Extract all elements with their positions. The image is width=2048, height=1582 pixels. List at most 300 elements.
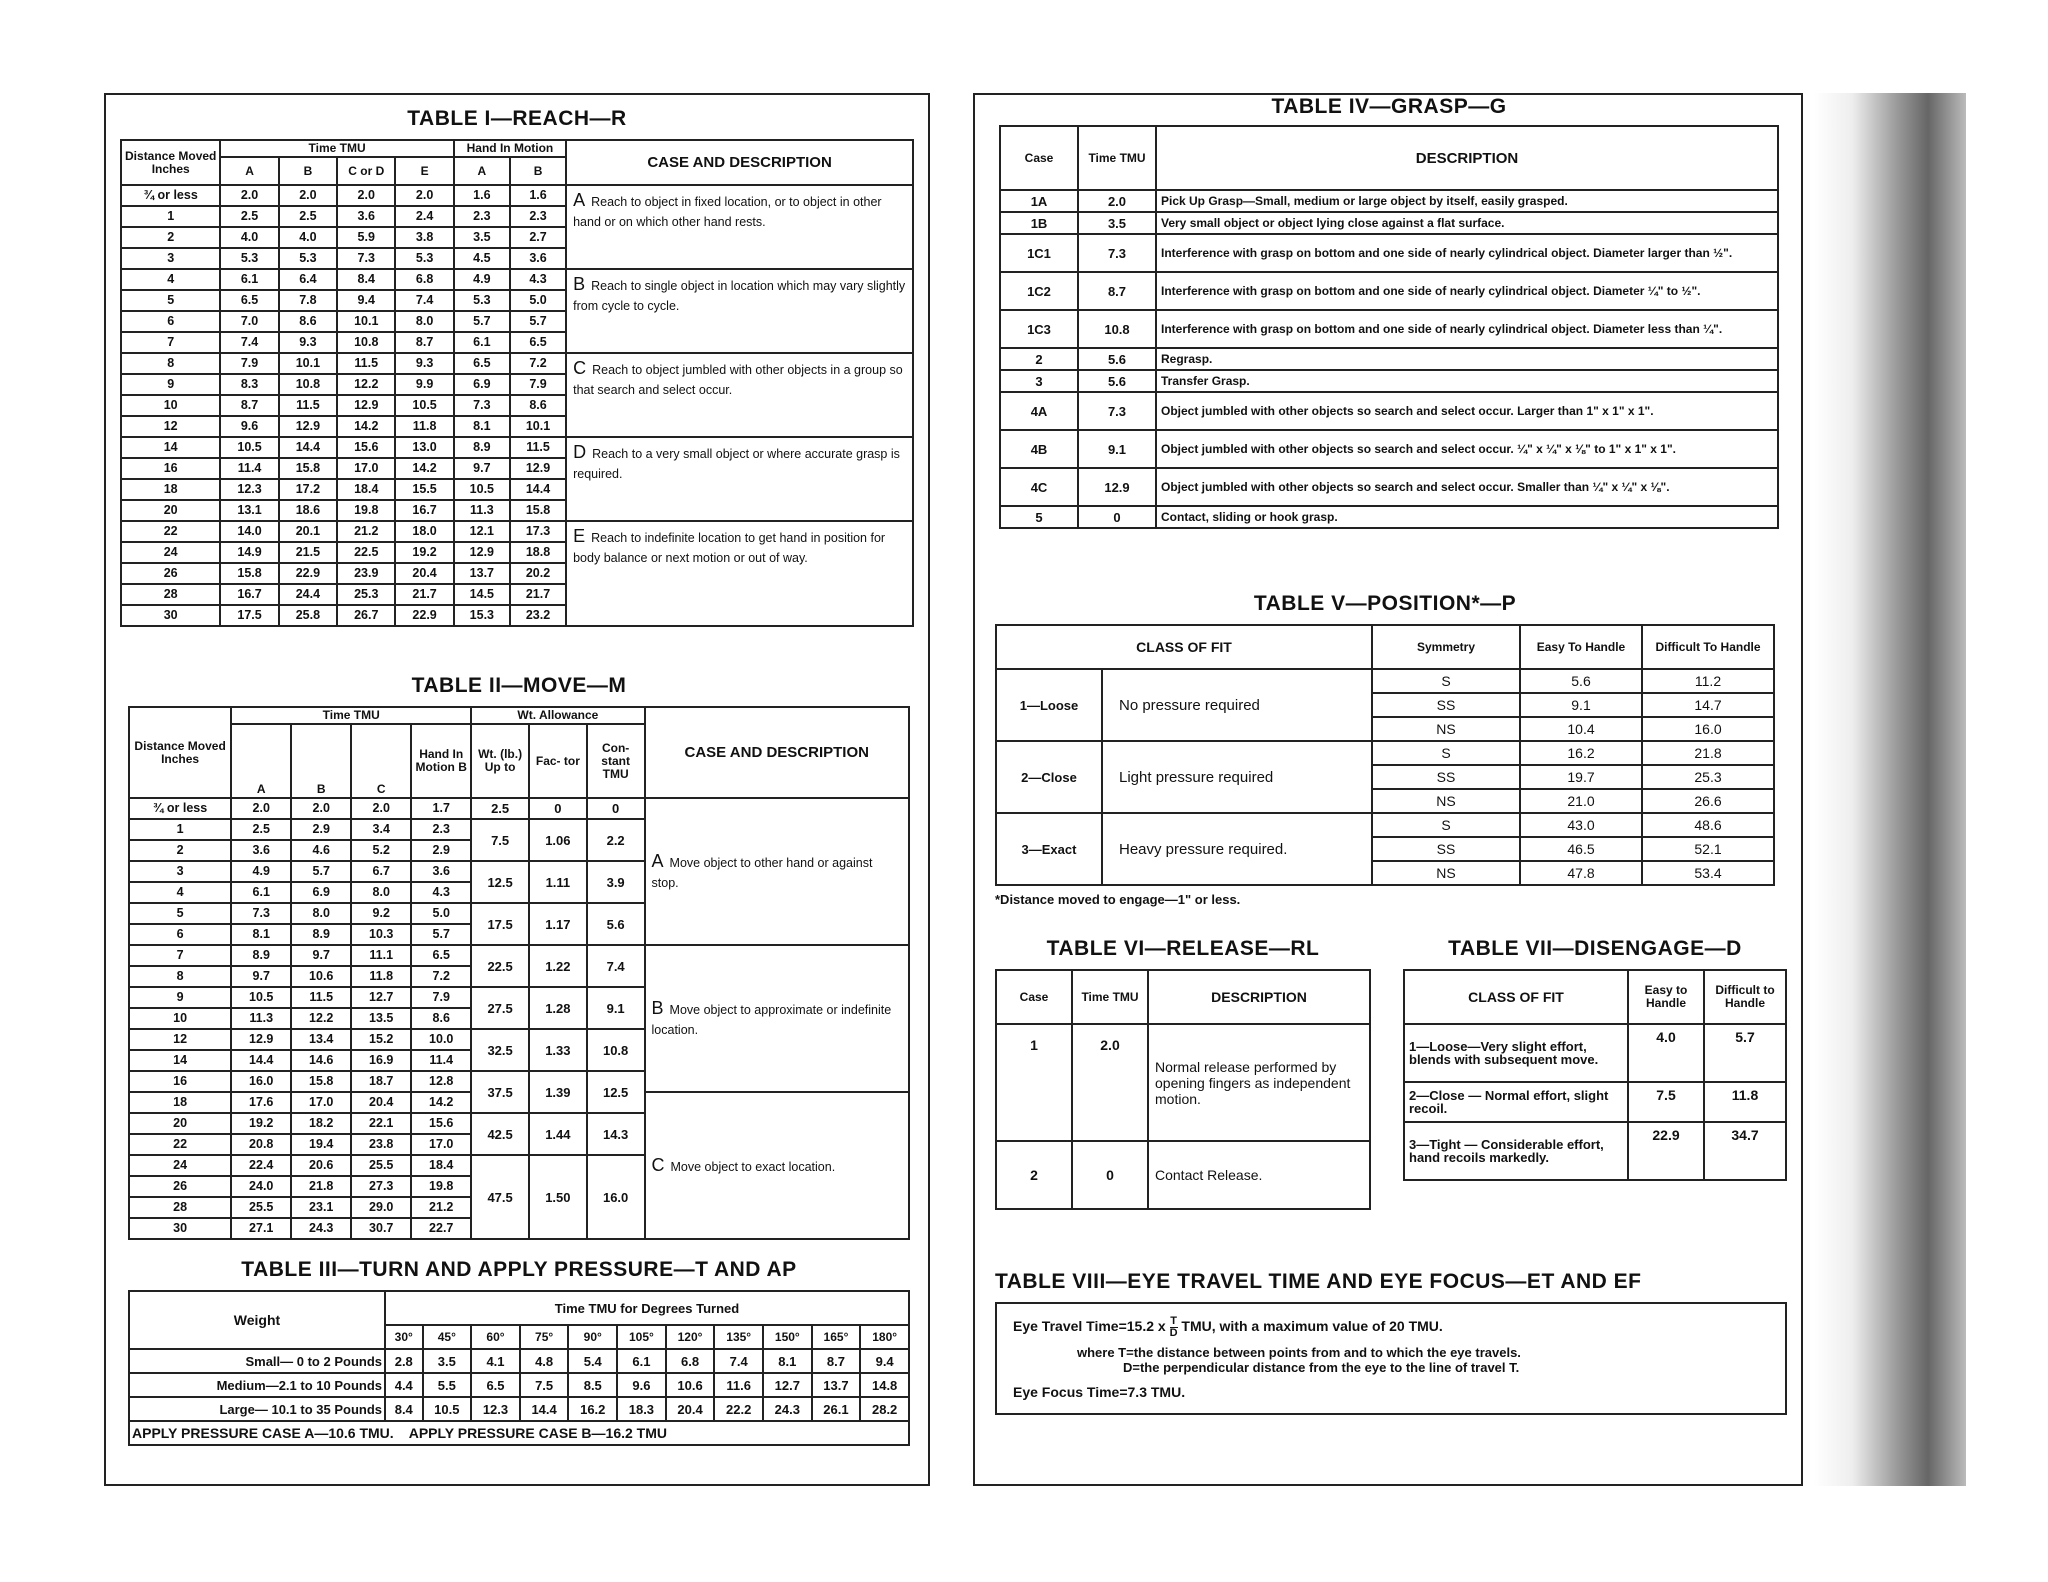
cell-value: 8.5 xyxy=(568,1373,617,1397)
cell-distance: 4 xyxy=(129,882,231,903)
cell-symmetry: NS xyxy=(1372,861,1520,885)
col-time: Time TMU xyxy=(1078,126,1156,190)
page-edge-shadow xyxy=(1814,93,1966,1486)
cell-value: 20.4 xyxy=(351,1092,411,1113)
cell-value: 8.1 xyxy=(763,1349,812,1373)
table-row xyxy=(1000,310,1778,348)
cell-fit-description: Light pressure required xyxy=(1102,741,1372,813)
cell-distance: 3 xyxy=(121,248,220,269)
cell-value: 19.2 xyxy=(231,1113,291,1134)
table-row xyxy=(1000,190,1778,212)
col-degree: 30° xyxy=(385,1325,423,1349)
cell-value: 10.5 xyxy=(231,987,291,1008)
cell-value: 18.4 xyxy=(411,1155,471,1176)
cell-value: 10.4 xyxy=(1520,717,1642,741)
cell-value: 5.7 xyxy=(510,311,566,332)
cell-weight: 47.5 xyxy=(471,1155,529,1239)
cell-value: 11.5 xyxy=(510,437,566,458)
cell-distance: 8 xyxy=(121,353,220,374)
cell-value: 11.1 xyxy=(351,945,411,966)
cell-value: 14.5 xyxy=(454,584,510,605)
cell-value: 25.5 xyxy=(351,1155,411,1176)
eye-focus-time: Eye Focus Time=7.3 TMU. xyxy=(1013,1384,1186,1400)
cell-value: 3.6 xyxy=(231,840,291,861)
cell-description: Interference with grasp on bottom and one side of nearly cylindrical object. Diameter ¼" to ½". xyxy=(1156,272,1778,310)
cell-value: 18.7 xyxy=(351,1071,411,1092)
cell-class: 3—Tight — Considerable effort, hand recoils markedly. xyxy=(1404,1122,1628,1180)
cell-value: 15.8 xyxy=(510,500,566,521)
table-row xyxy=(996,1024,1370,1141)
cell-distance: 2 xyxy=(129,840,231,861)
cell-value: 14.8 xyxy=(860,1373,909,1397)
cell-value: 10.1 xyxy=(337,311,395,332)
cell-time: 9.1 xyxy=(1078,430,1156,468)
cell-value: 23.1 xyxy=(291,1197,351,1218)
cell-value: 30.7 xyxy=(351,1218,411,1239)
col-b: B xyxy=(279,157,337,185)
cell-value: 18.6 xyxy=(279,500,337,521)
cell-value: 24.3 xyxy=(291,1218,351,1239)
case-description xyxy=(566,269,913,353)
cell-value: 10.3 xyxy=(351,924,411,945)
cell-value: 24.0 xyxy=(231,1176,291,1197)
cell-value: 43.0 xyxy=(1520,813,1642,837)
cell-value: 15.8 xyxy=(291,1071,351,1092)
case-letter: A xyxy=(573,190,586,210)
cell-value: 21.2 xyxy=(337,521,395,542)
cell-value: 12.3 xyxy=(220,479,278,500)
cell-value: 8.9 xyxy=(291,924,351,945)
cell-value: 5.7 xyxy=(411,924,471,945)
cell-class: 3—Exact xyxy=(996,813,1102,885)
cell-value: 16.2 xyxy=(1520,741,1642,765)
table-row xyxy=(1000,212,1778,234)
cell-value: 16.7 xyxy=(220,584,278,605)
cell-weight: 9.1 xyxy=(587,987,645,1029)
cell-value: 24.4 xyxy=(279,584,337,605)
case-text: Reach to object in fixed location, or to object in other hand or on which other hand rests. xyxy=(573,195,882,229)
cell-weight: 27.5 xyxy=(471,987,529,1029)
eye-travel-box xyxy=(995,1302,1787,1415)
cell-weight: 0 xyxy=(529,798,587,819)
cell-value: 8.1 xyxy=(454,416,510,437)
cell-case: 1C2 xyxy=(1000,272,1078,310)
cell-value: 10.1 xyxy=(510,416,566,437)
cell-value: 22.1 xyxy=(351,1113,411,1134)
cell-value: 13.5 xyxy=(351,1008,411,1029)
cell-value: 14.0 xyxy=(220,521,278,542)
cell-value: 4.1 xyxy=(471,1349,520,1373)
cell-time: 5.6 xyxy=(1078,348,1156,370)
cell-distance: ¾ or less xyxy=(121,185,220,206)
col-easy: Easy to Handle xyxy=(1628,970,1704,1024)
cell-value: 12.9 xyxy=(231,1029,291,1050)
cell-value: 6.1 xyxy=(220,269,278,290)
case-letter: B xyxy=(651,997,664,1018)
case-description xyxy=(566,185,913,269)
cell-value: 2.4 xyxy=(395,206,453,227)
cell-class: 1—Loose—Very slight effort, blends with subsequent move. xyxy=(1404,1024,1628,1082)
cell-value: 48.6 xyxy=(1642,813,1774,837)
cell-value: 8.6 xyxy=(279,311,337,332)
cell-value: 5.5 xyxy=(423,1373,472,1397)
weight-label: Large— 10.1 to 35 Pounds xyxy=(129,1397,385,1421)
cell-symmetry: NS xyxy=(1372,717,1520,741)
case-text: Move object to approximate or indefinite location. xyxy=(651,1002,892,1037)
col-difficult: Difficult to Handle xyxy=(1704,970,1786,1024)
case-text: Move object to exact location. xyxy=(670,1159,836,1174)
col-hand-a: A xyxy=(454,157,510,185)
col-easy: Easy To Handle xyxy=(1520,625,1642,669)
cell-value: 9.9 xyxy=(395,374,453,395)
cell-distance: 9 xyxy=(121,374,220,395)
cell-value: 7.3 xyxy=(454,395,510,416)
cell-value: 14.4 xyxy=(231,1050,291,1071)
cell-value: 1.6 xyxy=(454,185,510,206)
table-row xyxy=(1000,370,1778,392)
cell-value: 20.4 xyxy=(666,1397,715,1421)
cell-value: 25.5 xyxy=(231,1197,291,1218)
cell-value: 18.2 xyxy=(291,1113,351,1134)
cell-value: 3.6 xyxy=(510,248,566,269)
cell-value: 10.5 xyxy=(220,437,278,458)
cell-value: 11.5 xyxy=(337,353,395,374)
cell-value: 7.5 xyxy=(1628,1082,1704,1122)
case-letter: D xyxy=(573,442,587,462)
table-row xyxy=(121,437,913,458)
cell-distance: 26 xyxy=(129,1176,231,1197)
cell-value: 12.9 xyxy=(279,416,337,437)
cell-value: 14.4 xyxy=(510,479,566,500)
cell-value: 8.6 xyxy=(510,395,566,416)
cell-case: 1C1 xyxy=(1000,234,1078,272)
cell-value: 4.9 xyxy=(231,861,291,882)
cell-symmetry: NS xyxy=(1372,789,1520,813)
cell-description: Object jumbled with other objects so search and select occur. Larger than 1" x 1" x 1". xyxy=(1156,392,1778,430)
cell-value: 12.7 xyxy=(763,1373,812,1397)
cell-value: 10.1 xyxy=(279,353,337,374)
cell-value: 11.3 xyxy=(231,1008,291,1029)
cell-value: 9.7 xyxy=(231,966,291,987)
case-letter: E xyxy=(573,526,586,546)
cell-distance: 7 xyxy=(129,945,231,966)
cell-value: 2.3 xyxy=(454,206,510,227)
cell-value: 11.4 xyxy=(411,1050,471,1071)
col-degree: 75° xyxy=(520,1325,569,1349)
cell-value: 4.0 xyxy=(1628,1024,1704,1082)
table-row xyxy=(1000,234,1778,272)
cell-weight: 32.5 xyxy=(471,1029,529,1071)
cell-distance: 10 xyxy=(129,1008,231,1029)
cell-value: 2.0 xyxy=(337,185,395,206)
table-grasp xyxy=(999,95,1779,529)
cell-value: 2.5 xyxy=(279,206,337,227)
cell-weight: 12.5 xyxy=(587,1071,645,1113)
col-difficult: Difficult To Handle xyxy=(1642,625,1774,669)
table-row xyxy=(1000,506,1778,528)
cell-value: 2.0 xyxy=(231,798,291,819)
cell-time: 7.3 xyxy=(1078,392,1156,430)
cell-value: 27.1 xyxy=(231,1218,291,1239)
where-d: D=the perpendicular distance from the eye to the line of travel T. xyxy=(1123,1360,1520,1375)
cell-case: 2 xyxy=(996,1141,1072,1209)
cell-value: 7.5 xyxy=(520,1373,569,1397)
col-degree: 165° xyxy=(812,1325,861,1349)
table-row xyxy=(129,1373,909,1397)
cell-value: 9.4 xyxy=(337,290,395,311)
cell-case: 5 xyxy=(1000,506,1078,528)
cell-distance: 3 xyxy=(129,861,231,882)
col-case: Case xyxy=(1000,126,1078,190)
cell-value: 8.7 xyxy=(220,395,278,416)
cell-value: 23.9 xyxy=(337,563,395,584)
cell-description: Interference with grasp on bottom and one side of nearly cylindrical object. Diameter less than ¼". xyxy=(1156,310,1778,348)
cell-value: 7.8 xyxy=(279,290,337,311)
cell-value: 10.8 xyxy=(279,374,337,395)
cell-value: 4.4 xyxy=(385,1373,423,1397)
cell-value: 10.5 xyxy=(395,395,453,416)
cell-value: 10.6 xyxy=(291,966,351,987)
where-t: where T=the distance between points from and to which the eye travels. xyxy=(1077,1345,1521,1360)
table-row xyxy=(121,353,913,374)
cell-description: Normal release performed by opening fingers as independent motion. xyxy=(1148,1024,1370,1141)
cell-distance: 8 xyxy=(129,966,231,987)
cell-value: 17.0 xyxy=(291,1092,351,1113)
case-text: Reach to object jumbled with other objects in a group so that search and select occur. xyxy=(573,363,903,397)
cell-value: 5.3 xyxy=(454,290,510,311)
cell-distance: 6 xyxy=(121,311,220,332)
case-description xyxy=(645,945,909,1092)
cell-value: 23.8 xyxy=(351,1134,411,1155)
cell-value: 5.7 xyxy=(1704,1024,1786,1082)
cell-value: 3.6 xyxy=(411,861,471,882)
cell-value: 9.6 xyxy=(220,416,278,437)
cell-value: 8.7 xyxy=(395,332,453,353)
cell-case: 3 xyxy=(1000,370,1078,392)
cell-value: 5.9 xyxy=(337,227,395,248)
case-text: Reach to a very small object or where accurate grasp is required. xyxy=(573,447,900,481)
weight-label: Medium—2.1 to 10 Pounds xyxy=(129,1373,385,1397)
cell-distance: 20 xyxy=(121,500,220,521)
cell-value: 5.6 xyxy=(1520,669,1642,693)
cell-value: 4.8 xyxy=(520,1349,569,1373)
cell-case: 4C xyxy=(1000,468,1078,506)
col-hand-in-motion: Hand In Motion xyxy=(454,140,566,157)
col-distance: Distance Moved Inches xyxy=(129,707,231,798)
table-move xyxy=(128,674,910,1240)
cell-distance: 22 xyxy=(129,1134,231,1155)
cell-value: 8.4 xyxy=(385,1397,423,1421)
cell-value: 9.1 xyxy=(1520,693,1642,717)
cell-value: 14.7 xyxy=(1642,693,1774,717)
cell-value: 19.2 xyxy=(395,542,453,563)
cell-value: 17.0 xyxy=(411,1134,471,1155)
cell-value: 19.8 xyxy=(337,500,395,521)
cell-value: 22.7 xyxy=(411,1218,471,1239)
case-description xyxy=(566,437,913,521)
cell-value: 12.9 xyxy=(337,395,395,416)
cell-value: 12.1 xyxy=(454,521,510,542)
case-text: Move object to other hand or against stop. xyxy=(651,855,873,890)
cell-value: 10.8 xyxy=(337,332,395,353)
cell-time: 12.9 xyxy=(1078,468,1156,506)
cell-value: 5.4 xyxy=(568,1349,617,1373)
cell-value: 6.4 xyxy=(279,269,337,290)
cell-case: 4B xyxy=(1000,430,1078,468)
case-description xyxy=(645,1092,909,1239)
table-release-title: TABLE VI—RELEASE—RL xyxy=(1046,937,1320,960)
cell-distance: 5 xyxy=(121,290,220,311)
table-row xyxy=(1000,392,1778,430)
right-page xyxy=(973,93,1803,1486)
cell-value: 6.7 xyxy=(351,861,411,882)
col-time-degrees: Time TMU for Degrees Turned xyxy=(385,1291,909,1325)
cell-value: 22.9 xyxy=(395,605,453,626)
cell-value: 14.4 xyxy=(279,437,337,458)
cell-value: 10.6 xyxy=(666,1373,715,1397)
cell-case: 1A xyxy=(1000,190,1078,212)
cell-distance: 30 xyxy=(129,1218,231,1239)
cell-distance: 12 xyxy=(129,1029,231,1050)
table-release-grid xyxy=(995,969,1371,1210)
cell-value: 16.0 xyxy=(231,1071,291,1092)
case-description xyxy=(645,798,909,945)
case-text: Reach to single object in location which may vary slightly from cycle to cycle. xyxy=(573,279,906,313)
table-row xyxy=(129,798,909,819)
col-degree: 180° xyxy=(860,1325,909,1349)
cell-distance: 18 xyxy=(121,479,220,500)
cell-fit-description: Heavy pressure required. xyxy=(1102,813,1372,885)
cell-value: 17.0 xyxy=(337,458,395,479)
cell-time: 2.0 xyxy=(1072,1024,1148,1141)
fraction xyxy=(1170,1316,1178,1339)
cell-class: 1—Loose xyxy=(996,669,1102,741)
cell-value: 11.4 xyxy=(220,458,278,479)
table-eye-travel-title: TABLE VIII—EYE TRAVEL TIME AND EYE FOCUS—ET AND EF xyxy=(995,1270,1642,1293)
cell-symmetry: S xyxy=(1372,669,1520,693)
cell-value: 6.5 xyxy=(471,1373,520,1397)
cell-value: 25.8 xyxy=(279,605,337,626)
cell-value: 8.0 xyxy=(351,882,411,903)
table-move-grid xyxy=(128,706,910,1240)
cell-value: 10.0 xyxy=(411,1029,471,1050)
cell-distance: 18 xyxy=(129,1092,231,1113)
cell-value: 11.8 xyxy=(395,416,453,437)
cell-description: Transfer Grasp. xyxy=(1156,370,1778,392)
cell-value: 25.3 xyxy=(337,584,395,605)
cell-distance: 16 xyxy=(129,1071,231,1092)
table-row xyxy=(129,945,909,966)
col-wt-lb: Wt. (lb.) Up to xyxy=(471,724,529,798)
cell-fit-description: No pressure required xyxy=(1102,669,1372,741)
cell-value: 6.5 xyxy=(510,332,566,353)
table-reach-title: TABLE I—REACH—R xyxy=(407,107,627,130)
cell-distance: 28 xyxy=(129,1197,231,1218)
col-time-tmu: Time TMU xyxy=(220,140,453,157)
cell-value: 5.3 xyxy=(279,248,337,269)
cell-description: Contact, sliding or hook grasp. xyxy=(1156,506,1778,528)
cell-value: 6.1 xyxy=(617,1349,666,1373)
case-description xyxy=(566,521,913,626)
cell-distance: ¾ or less xyxy=(129,798,231,819)
cell-value: 25.3 xyxy=(1642,765,1774,789)
table-row xyxy=(1404,1024,1786,1082)
cell-value: 3.5 xyxy=(423,1349,472,1373)
cell-value: 27.3 xyxy=(351,1176,411,1197)
col-description: DESCRIPTION xyxy=(1148,970,1370,1024)
col-factor: Fac- tor xyxy=(529,724,587,798)
cell-value: 20.6 xyxy=(291,1155,351,1176)
cell-value: 15.2 xyxy=(351,1029,411,1050)
cell-value: 14.2 xyxy=(411,1092,471,1113)
cell-value: 11.2 xyxy=(1642,669,1774,693)
col-hand-b: B xyxy=(510,157,566,185)
cell-value: 13.1 xyxy=(220,500,278,521)
cell-case: 1B xyxy=(1000,212,1078,234)
cell-weight: 7.5 xyxy=(471,819,529,861)
table-turn-grid xyxy=(128,1290,910,1446)
cell-value: 6.1 xyxy=(231,882,291,903)
cell-weight: 14.3 xyxy=(587,1113,645,1155)
table-row xyxy=(996,1141,1370,1209)
cell-value: 34.7 xyxy=(1704,1122,1786,1180)
cell-description: Interference with grasp on bottom and one side of nearly cylindrical object. Diameter larger than ½". xyxy=(1156,234,1778,272)
cell-value: 26.1 xyxy=(812,1397,861,1421)
cell-value: 13.7 xyxy=(812,1373,861,1397)
cell-value: 28.2 xyxy=(860,1397,909,1421)
cell-weight: 2.2 xyxy=(587,819,645,861)
cell-value: 16.2 xyxy=(568,1397,617,1421)
cell-value: 4.0 xyxy=(220,227,278,248)
cell-value: 15.8 xyxy=(279,458,337,479)
cell-value: 12.9 xyxy=(454,542,510,563)
col-degree: 150° xyxy=(763,1325,812,1349)
cell-value: 5.7 xyxy=(454,311,510,332)
cell-distance: 5 xyxy=(129,903,231,924)
cell-value: 8.9 xyxy=(454,437,510,458)
cell-distance: 10 xyxy=(121,395,220,416)
col-degree: 90° xyxy=(568,1325,617,1349)
cell-distance: 9 xyxy=(129,987,231,1008)
cell-value: 22.2 xyxy=(714,1397,763,1421)
col-case-description: CASE AND DESCRIPTION xyxy=(645,707,909,798)
cell-description: Very small object or object lying close against a flat surface. xyxy=(1156,212,1778,234)
cell-value: 18.4 xyxy=(337,479,395,500)
cell-value: 2.0 xyxy=(220,185,278,206)
cell-value: 12.3 xyxy=(471,1397,520,1421)
cell-time: 7.3 xyxy=(1078,234,1156,272)
cell-value: 7.3 xyxy=(231,903,291,924)
cell-value: 11.8 xyxy=(1704,1082,1786,1122)
cell-value: 17.6 xyxy=(231,1092,291,1113)
eye-travel-formula xyxy=(1013,1316,1769,1339)
col-case-description: CASE AND DESCRIPTION xyxy=(566,140,913,185)
cell-value: 2.8 xyxy=(385,1349,423,1373)
cell-value: 16.9 xyxy=(351,1050,411,1071)
cell-value: 52.1 xyxy=(1642,837,1774,861)
cell-value: 21.8 xyxy=(1642,741,1774,765)
cell-value: 8.0 xyxy=(291,903,351,924)
cell-value: 9.3 xyxy=(279,332,337,353)
col-description: DESCRIPTION xyxy=(1156,126,1778,190)
cell-value: 21.2 xyxy=(411,1197,471,1218)
cell-value: 7.0 xyxy=(220,311,278,332)
cell-value: 22.5 xyxy=(337,542,395,563)
cell-value: 7.9 xyxy=(411,987,471,1008)
table-position xyxy=(995,592,1775,907)
fraction-den: D xyxy=(1169,1327,1178,1339)
case-letter: B xyxy=(573,274,586,294)
